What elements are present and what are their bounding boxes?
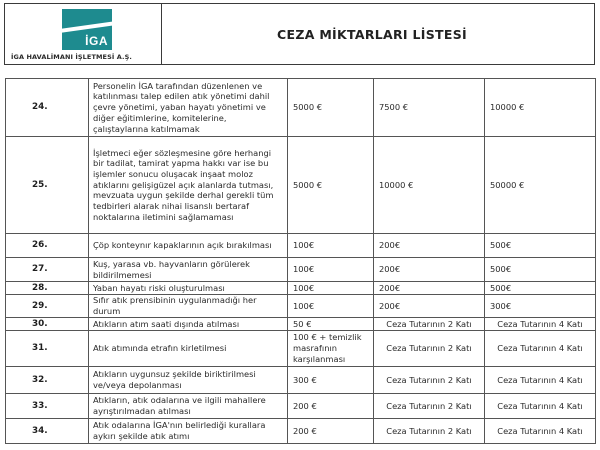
table-row	[6, 137, 596, 234]
table-row	[6, 367, 596, 394]
table-row	[6, 79, 596, 137]
row-description: Atıkların atım saati dışında atılması	[89, 318, 288, 331]
second-fine: 200€	[374, 234, 485, 258]
first-fine: 200 €	[288, 419, 374, 444]
first-fine: 50 €	[288, 318, 374, 331]
iga-logo-icon	[62, 9, 112, 50]
third-fine: 500€	[485, 258, 596, 282]
second-fine: 200€	[374, 282, 485, 295]
first-fine: 300 €	[288, 367, 374, 394]
document-header	[4, 3, 595, 65]
second-fine: Ceza Tutarının 2 Katı	[374, 419, 485, 444]
third-fine: 300€	[485, 295, 596, 318]
table-row	[6, 331, 596, 367]
logo-text: İGA	[85, 34, 108, 48]
table-row	[6, 282, 596, 295]
row-description: Atık odalarına İGA'nın belirlediği kurallara aykırı şekilde atık atımı	[89, 419, 288, 444]
third-fine: Ceza Tutarının 4 Katı	[485, 419, 596, 444]
first-fine: 100 € + temizlik masrafının karşılanması	[288, 331, 374, 367]
row-number: 32.	[6, 367, 89, 394]
first-fine: 100€	[288, 295, 374, 318]
row-description: Atıkların uygunsuz şekilde biriktirilmesi ve/veya depolanması	[89, 367, 288, 394]
logo-cell	[5, 4, 162, 64]
third-fine: Ceza Tutarının 4 Katı	[485, 367, 596, 394]
row-description: İşletmeci eğer sözleşmesine göre herhangi bir tadilat, tamirat yapma hakkı var ise bu işlemler sonucu oluşacak inşaat moloz atıklarını gelişigüzel açık alanlarda tutması, mevzuata uygun şekilde derhal gerekli tüm tedbirleri alarak nihai lisanslı bertaraf noktalarına iletimini sağlamaması	[89, 137, 288, 234]
second-fine: 200€	[374, 258, 485, 282]
company-name: İGA HAVALİMANI İŞLETMESİ A.Ş.	[11, 53, 132, 61]
row-description: Personelin İGA tarafından düzenlenen ve katılınması talep edilen atık yönetimi dahil çevre yönetimi, yaban hayatı yönetimi ve diğer eğitimlerine, komitelerine, çalıştaylarına katılmamak	[89, 79, 288, 137]
third-fine: 50000 €	[485, 137, 596, 234]
third-fine: Ceza Tutarının 4 Katı	[485, 394, 596, 419]
third-fine: Ceza Tutarının 4 Katı	[485, 318, 596, 331]
first-fine: 200 €	[288, 394, 374, 419]
row-number: 30.	[6, 318, 89, 331]
row-number: 31.	[6, 331, 89, 367]
table-row	[6, 258, 596, 282]
second-fine: 7500 €	[374, 79, 485, 137]
table-row	[6, 295, 596, 318]
page-title: CEZA MİKTARLARI LİSTESİ	[277, 26, 467, 42]
row-description: Sıfır atık prensibinin uygulanmadığı her durum	[89, 295, 288, 318]
fines-table	[5, 78, 596, 444]
second-fine: Ceza Tutarının 2 Katı	[374, 318, 485, 331]
row-description: Kuş, yarasa vb. hayvanların görülerek bildirilmemesi	[89, 258, 288, 282]
third-fine: 10000 €	[485, 79, 596, 137]
first-fine: 100€	[288, 258, 374, 282]
row-number: 25.	[6, 137, 89, 234]
row-description: Atıkların, atık odalarına ve ilgili mahallere ayrıştırılmadan atılması	[89, 394, 288, 419]
row-number: 29.	[6, 295, 89, 318]
first-fine: 5000 €	[288, 137, 374, 234]
first-fine: 5000 €	[288, 79, 374, 137]
row-description: Yaban hayatı riski oluşturulması	[89, 282, 288, 295]
third-fine: 500€	[485, 282, 596, 295]
row-number: 24.	[6, 79, 89, 137]
second-fine: Ceza Tutarının 2 Katı	[374, 331, 485, 367]
title-cell	[162, 4, 594, 64]
first-fine: 100€	[288, 282, 374, 295]
second-fine: 10000 €	[374, 137, 485, 234]
row-description: Çöp konteynır kapaklarının açık bırakılması	[89, 234, 288, 258]
row-number: 28.	[6, 282, 89, 295]
row-number: 34.	[6, 419, 89, 444]
third-fine: Ceza Tutarının 4 Katı	[485, 331, 596, 367]
logo-swoosh	[62, 21, 112, 33]
table-row	[6, 394, 596, 419]
table-row	[6, 318, 596, 331]
table-row	[6, 419, 596, 444]
row-number: 27.	[6, 258, 89, 282]
second-fine: Ceza Tutarının 2 Katı	[374, 394, 485, 419]
table-row	[6, 234, 596, 258]
second-fine: Ceza Tutarının 2 Katı	[374, 367, 485, 394]
first-fine: 100€	[288, 234, 374, 258]
row-description: Atık atımında etrafın kirletilmesi	[89, 331, 288, 367]
third-fine: 500€	[485, 234, 596, 258]
row-number: 26.	[6, 234, 89, 258]
row-number: 33.	[6, 394, 89, 419]
second-fine: 200€	[374, 295, 485, 318]
